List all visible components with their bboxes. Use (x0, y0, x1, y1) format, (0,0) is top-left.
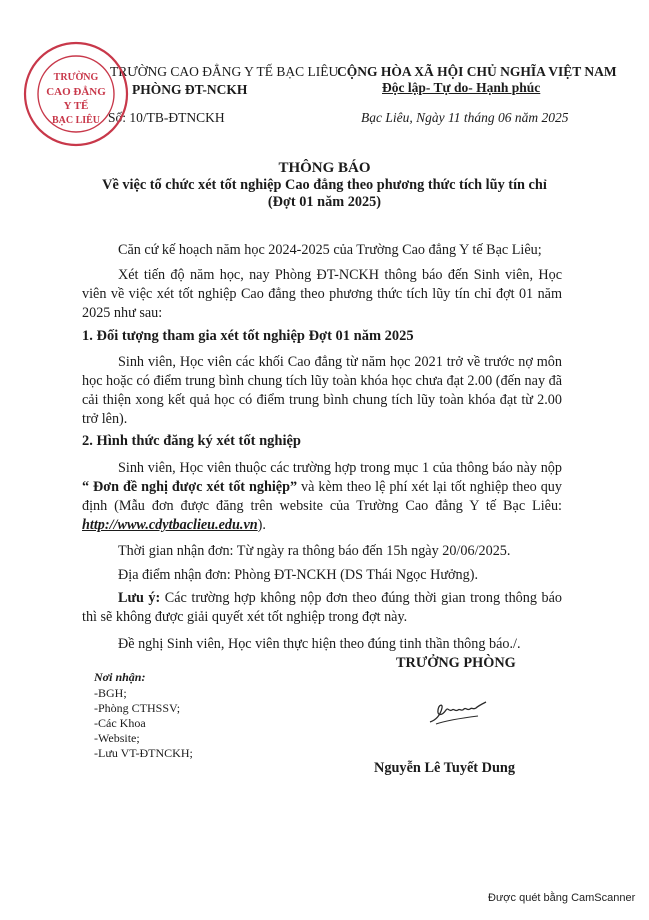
seal-line-3: Y TẾ (63, 100, 89, 112)
document-title: THÔNG BÁO (278, 160, 371, 176)
note-label: Lưu ý: (118, 590, 161, 606)
recipient-item: -Lưu VT-ĐTNCKH; (94, 746, 193, 760)
date-line: Bạc Liêu, Ngày 11 tháng 06 năm 2025 (361, 110, 569, 125)
nation-name: CỘNG HÒA XÃ HỘI CHỦ NGHĨA VIỆT NAM (337, 64, 617, 79)
intro-paragraph-2: Xét tiến độ năm học, nay Phòng ĐT-NCKH thông báo đến Sinh viên, Học viên về việc xét tốt nghiệp Cao đẳng theo phương thức tích lũy tín chỉ đợt 01 năm 2025 như sau: (82, 267, 562, 321)
document-subject: Về việc tổ chức xét tốt nghiệp Cao đẳng theo phương thức tích lũy tín chỉ (102, 177, 547, 193)
document-round: (Đợt 01 năm 2025) (267, 194, 382, 210)
national-motto: Độc lập- Tự do- Hạnh phúc (382, 80, 541, 95)
recipients-title: Nơi nhận: (94, 670, 146, 684)
receipt-time: Thời gian nhận đơn: Từ ngày ra thông báo đến 15h ngày 20/06/2025. (118, 543, 511, 559)
org-name: TRƯỜNG CAO ĐẲNG Y TẾ BẠC LIÊU (110, 64, 339, 79)
intro-paragraph-1: Căn cứ kế hoạch năm học 2024-2025 của Trường Cao đẳng Y tế Bạc Liêu; (118, 242, 542, 258)
recipient-item: -Phòng CTHSSV; (94, 701, 181, 715)
recipient-item: -Các Khoa (94, 716, 146, 730)
receipt-place: Địa điểm nhận đơn: Phòng ĐT-NCKH (DS Thái Ngọc Hưởng). (118, 567, 479, 583)
website-link[interactable]: http://www.cdytbaclieu.edu.vn (82, 517, 258, 533)
seal-line-4: BẠC LIÊU (51, 115, 101, 126)
recipient-item: -BGH; (94, 686, 127, 700)
official-seal (22, 40, 130, 148)
recipient-item: -Website; (94, 731, 140, 745)
note-paragraph (82, 589, 562, 627)
section-2-text-end: ). (257, 517, 266, 533)
section-2-heading: 2. Hình thức đăng ký xét tốt nghiệp (82, 433, 301, 449)
section-2-text-after: và kèm theo lệ phí xét lại tốt nghiệp theo quy định (Mẫu đơn được đăng trên website của Trường Cao đẳng Y tế Bạc Liêu: (82, 479, 562, 514)
seal-line-2: CAO ĐẲNG (46, 86, 106, 98)
scanner-watermark: Được quét bằng CamScanner (488, 892, 636, 904)
section-1-heading: 1. Đối tượng tham gia xét tốt nghiệp Đợt 01 năm 2025 (82, 328, 414, 344)
section-2-text (82, 459, 562, 535)
closing-line: Đề nghị Sinh viên, Học viên thực hiện theo đúng tinh thần thông báo./. (118, 636, 521, 652)
handwritten-signature (426, 694, 490, 730)
form-name: “ Đơn đề nghị được xét tốt nghiệp” (82, 479, 298, 495)
document-number: Số: 10/TB-ĐTNCKH (108, 110, 225, 125)
signer-title: TRƯỞNG PHÒNG (396, 655, 516, 671)
signer-name: Nguyễn Lê Tuyết Dung (374, 760, 516, 776)
section-2-text-before: Sinh viên, Học viên thuộc các trường hợp trong mục 1 của thông báo này nộp (118, 460, 562, 476)
section-1-text: Sinh viên, Học viên các khối Cao đẳng từ năm học 2021 trở về trước nợ môn học hoặc có điểm trung bình chung tích lũy toàn khóa học chưa đạt 2.00 (đến nay đã cải thiện xong kết quả học có điểm trung bình chung tích lũy toàn khóa đạt từ 2.00 trở lên). (82, 354, 562, 427)
seal-line-1: TRƯỜNG (53, 72, 99, 83)
department-name: PHÒNG ĐT-NCKH (132, 82, 248, 97)
note-text: Các trường hợp không nộp đơn theo đúng thời gian trong thông báo thì sẽ không được giải quyết xét tốt nghiệp trong đợt này. (82, 590, 562, 625)
